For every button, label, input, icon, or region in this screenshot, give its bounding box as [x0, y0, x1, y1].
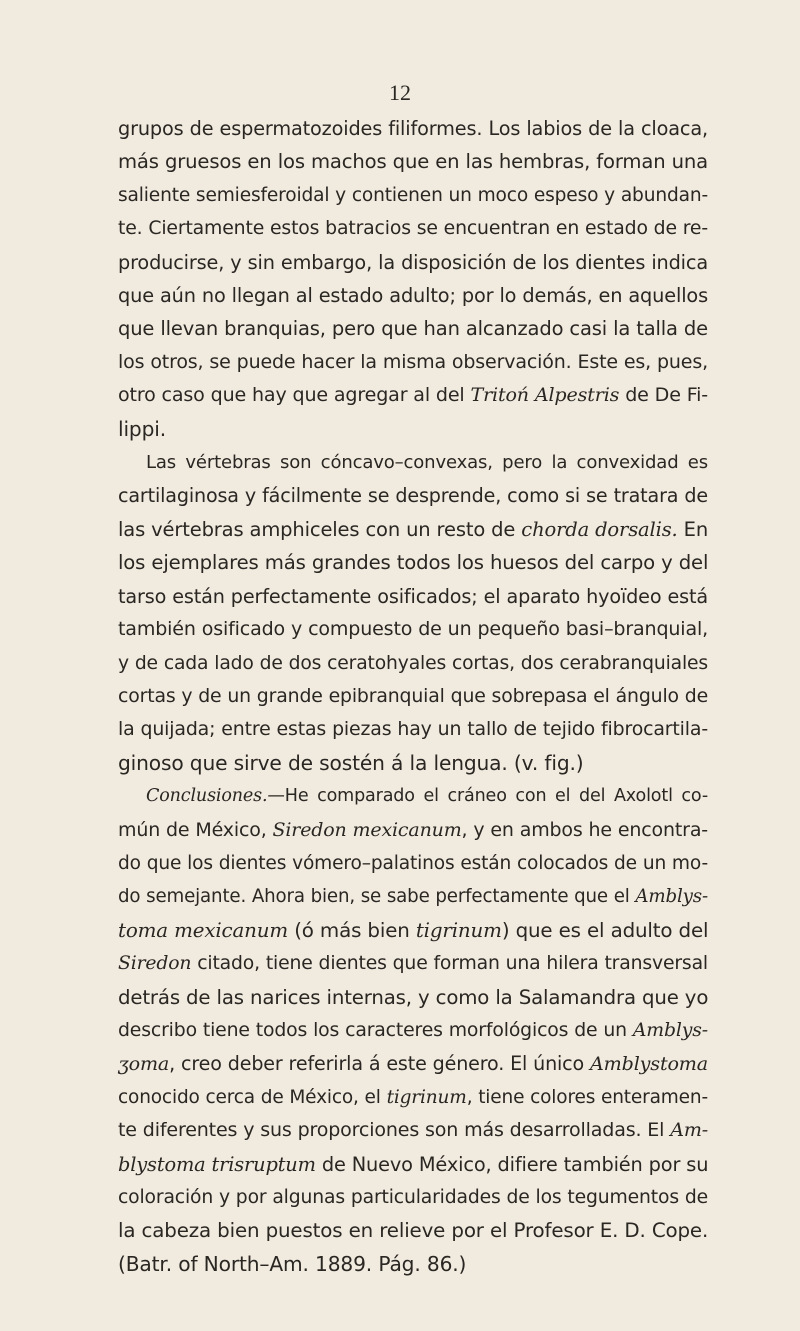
text-segment: , tiene colores enteramen-: [466, 1086, 708, 1108]
text-line: [118, 680, 708, 713]
text-line: [118, 981, 708, 1014]
italic-term: toma mexicanum: [118, 918, 289, 942]
italic-term: Conclusiones.: [146, 786, 268, 807]
text-line: [118, 613, 708, 646]
text-segment: , creo deber referirla á este género. El único: [169, 1052, 591, 1076]
italic-term: blystoma trisruptum: [118, 1152, 316, 1176]
text-line: [118, 713, 708, 746]
text-segment: te. Ciertamente estos batracios se encuentran en estado de re-: [118, 218, 708, 240]
text-segment: describo tiene todos los caracteres morfológicos de un: [118, 1019, 633, 1041]
italic-term: Amblys-: [632, 1019, 708, 1041]
text-segment: otro caso que hay que agregar al del: [118, 384, 471, 407]
text-line: [118, 647, 708, 680]
text-segment: Las vértebras son cóncavo–convexas, pero la convexidad es: [146, 452, 708, 474]
text-line: [118, 1214, 708, 1247]
text-line: [118, 1248, 708, 1281]
italic-term: Tritoń Alpestris: [470, 384, 620, 407]
text-segment: conocido cerca de México, el: [118, 1086, 387, 1108]
italic-term: Am-: [670, 1119, 708, 1142]
text-line: [118, 212, 708, 245]
text-line: [118, 279, 708, 312]
text-line: [118, 580, 708, 613]
text-segment: ) que es el adulto del: [501, 918, 709, 942]
text-line: [118, 446, 708, 479]
text-line: [118, 947, 708, 980]
italic-term: chorda dorsalis.: [521, 517, 678, 541]
italic-term: ʒoma: [118, 1052, 170, 1076]
text-line: [118, 814, 708, 847]
text-line: [118, 145, 708, 178]
text-line: [118, 546, 708, 579]
italic-term: tigrinum: [386, 1086, 467, 1108]
text-segment: cartilaginosa y fácilmente se desprende, como si se tratara de: [118, 484, 708, 508]
text-segment: también osificado y compuesto de un pequeño basi–branquial,: [118, 618, 708, 641]
text-line: [118, 312, 708, 345]
text-line: [118, 780, 708, 813]
text-segment: , y en ambos he encontra-: [461, 818, 708, 841]
text-segment: que llevan branquias, pero que han alcanzado casi la talla de: [118, 317, 708, 341]
text-line: [118, 1047, 708, 1080]
text-line: [118, 513, 708, 546]
text-segment: más gruesos en los machos que en las hembras, forman una: [118, 150, 708, 174]
text-segment: te diferentes y sus proporciones son más desarrolladas. El: [118, 1119, 671, 1142]
text-segment: que aún no llegan al estado adulto; por lo demás, en aquellos: [118, 284, 708, 308]
text-segment: la quijada; entre estas piezas hay un tallo de tejido fibrocartila-: [118, 718, 708, 741]
text-line: [118, 346, 708, 379]
text-segment: lippi.: [118, 416, 166, 441]
text-segment: (ó más bien: [288, 918, 416, 942]
text-segment: do semejante. Ahora bien, se sabe perfectamente que el: [118, 886, 636, 908]
text-segment: y de cada lado de dos ceratohyales cortas, dos cerabranquiales: [118, 652, 708, 674]
text-line: [118, 379, 708, 412]
text-line: [118, 179, 708, 212]
text-line: [118, 1014, 708, 1047]
italic-term: Amblystoma: [590, 1052, 708, 1076]
text-segment: de De Fi-: [619, 384, 708, 407]
text-segment: producirse, y sin embargo, la disposición de los dientes indica: [118, 250, 708, 274]
italic-term: tigrinum: [415, 918, 502, 942]
text-segment: saliente semiesferoidal y contienen un moco espeso y abundan-: [118, 184, 708, 206]
text-line: [118, 880, 708, 913]
text-segment: En: [677, 517, 709, 541]
body-text: [118, 112, 708, 1281]
text-segment: coloración y por algunas particularidades de los tegumentos de: [118, 1187, 708, 1208]
text-segment: do que los dientes vómero–palatinos están colocados de un mo-: [118, 852, 708, 874]
text-segment: las vértebras amphiceles con un resto de: [118, 517, 522, 541]
text-line: [118, 1114, 708, 1147]
text-segment: los otros, se puede hacer la misma observación. Este es, pues,: [118, 350, 708, 373]
italic-term: Siredon: [118, 953, 192, 975]
text-segment: detrás de las narices internas, y como la Salamandra que yo: [118, 985, 709, 1009]
text-segment: cortas y de un grande epibranquial que sobrepasa el ángulo de: [118, 684, 709, 707]
text-segment: de Nuevo México, difiere también por su: [315, 1152, 709, 1176]
text-segment: la cabeza bien puestos en relieve por el Profesor E. D. Cope.: [118, 1219, 709, 1243]
italic-term: Siredon mexicanum: [272, 818, 462, 841]
text-segment: los ejemplares más grandes todos los huesos del carpo y del: [118, 551, 709, 575]
page-number: 12: [389, 80, 411, 105]
text-line: [118, 246, 708, 279]
italic-term: Amblys-: [635, 886, 708, 908]
text-segment: grupos de espermatozoides filiformes. Los labios de la cloaca,: [118, 117, 708, 140]
text-segment: citado, tiene dientes que forman una hilera transversal: [191, 953, 708, 975]
text-line: [118, 479, 708, 512]
text-line: [118, 847, 708, 880]
text-segment: —He comparado el cráneo con el del Axolotl co-: [267, 786, 708, 807]
text-line: [118, 1081, 708, 1114]
text-segment: ginoso que sirve de sostén á la lengua. (v. fig.): [118, 750, 584, 775]
text-segment: (Batr. of North–Am. 1889. Pág. 86.): [118, 1251, 467, 1276]
text-line: [118, 112, 708, 145]
text-line: [118, 1148, 708, 1181]
text-segment: tarso están perfectamente osificados; el aparato hyoïdeo está: [118, 584, 708, 608]
text-line: [118, 747, 708, 780]
text-segment: mún de México,: [118, 818, 273, 841]
text-line: [118, 914, 708, 947]
text-line: [118, 413, 708, 446]
text-line: [118, 1181, 708, 1214]
